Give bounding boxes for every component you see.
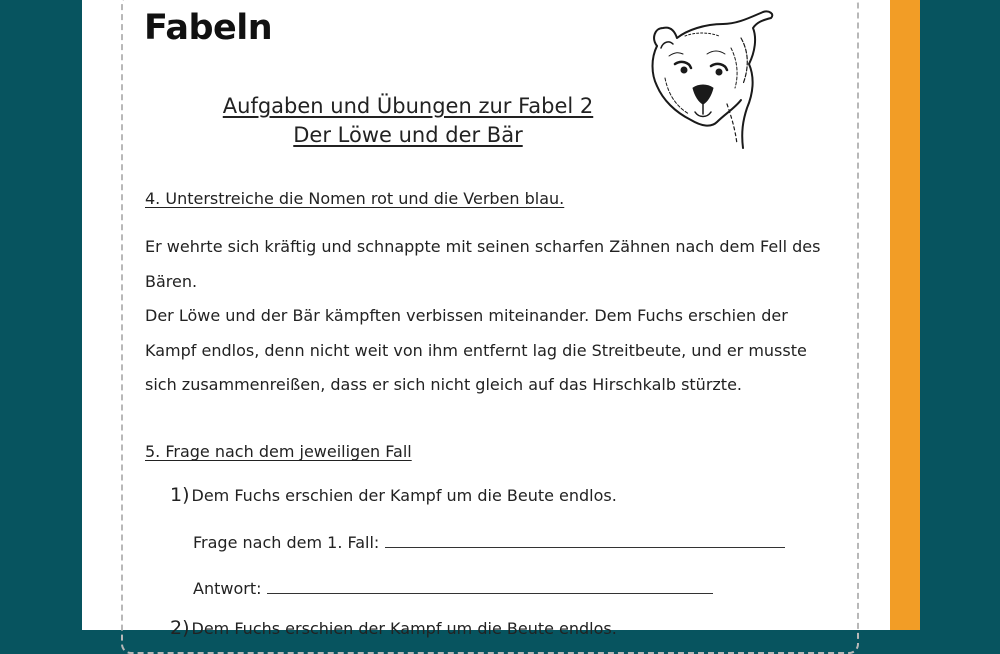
item-1-text: Dem Fuchs erschien der Kampf um die Beute endlos. [191,486,617,505]
task-4-paragraph-1: Er wehrte sich kräftig und schnappte mit seinen scharfen Zähnen nach dem Fell des Bären. [145,237,821,291]
task-4-heading: 4. Unterstreiche die Nomen rot und die Verben blau. [145,189,565,208]
accent-strip [890,0,920,630]
worksheet-subtitle [220,92,596,150]
item-2-text: Dem Fuchs erschien der Kampf um die Beute endlos. [191,619,617,638]
answer-label: Antwort: [193,579,262,598]
item-2-number: 2) [170,617,190,639]
task-5-item-2 [170,617,617,639]
question-label: Frage nach dem 1. Fall: [193,533,380,552]
task-4-paragraph-2: Der Löwe und der Bär kämpften verbissen miteinander. Dem Fuchs erschien der Kampf endlos, denn nicht weit von ihm entfernt lag die Streitbeute, und er musste sich zusammenreißen, dass er sich nicht gleich auf das Hirschkalb stürzte. [145,306,807,394]
page-title: Fabeln [144,8,273,48]
answer-row [193,579,713,598]
answer-line[interactable] [267,592,713,594]
bear-icon [645,8,780,150]
task-5-heading: 5. Frage nach dem jeweiligen Fall [145,442,412,461]
item-1-number: 1) [170,484,190,506]
subtitle-line-1: Aufgaben und Übungen zur Fabel 2 [222,94,594,118]
subtitle-line-2: Der Löwe und der Bär [293,123,523,147]
question-row [193,533,785,552]
question-answer-line[interactable] [385,546,785,548]
task-5-item-1 [170,484,617,506]
